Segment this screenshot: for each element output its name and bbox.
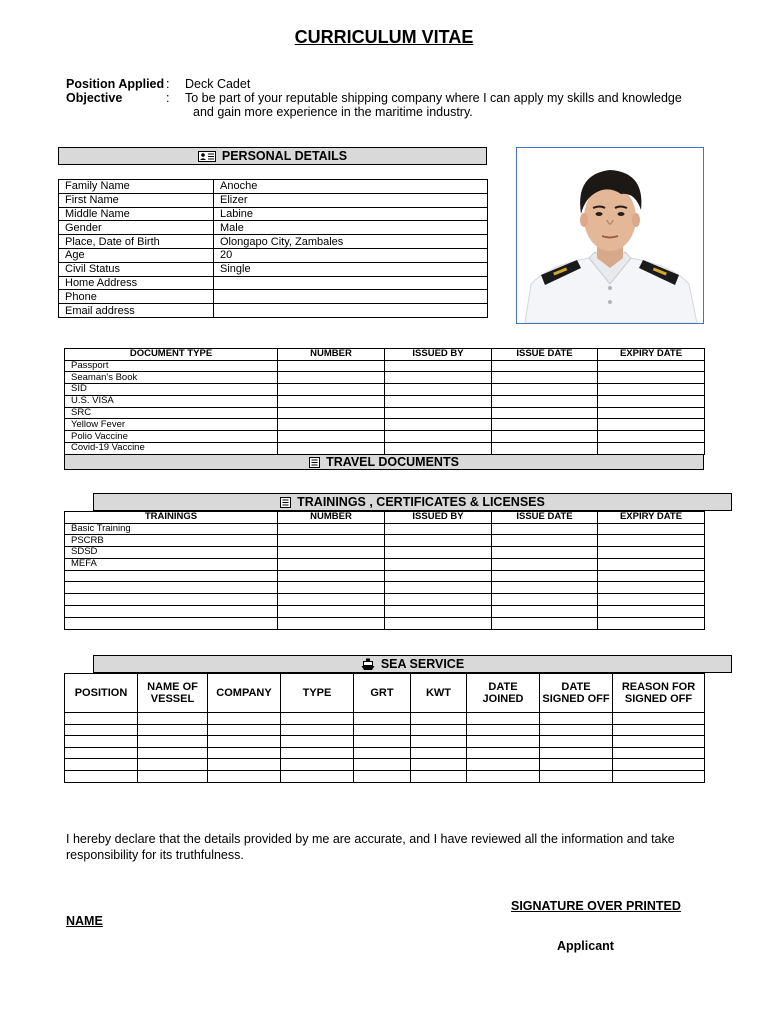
empty-cell [65,759,138,771]
personal-detail-row [59,221,488,235]
empty-cell [492,419,598,431]
personal-detail-value: Male [214,221,488,235]
empty-cell [385,395,492,407]
column-header: DOCUMENT TYPE [65,349,278,361]
column-header: EXPIRY DATE [598,349,705,361]
sea-service-table [64,673,705,783]
empty-cell [354,724,411,736]
row-label: Seaman's Book [65,372,278,384]
empty-cell [598,617,705,629]
empty-cell [598,582,705,594]
empty-cell [411,747,467,759]
row-label: Covid-19 Vaccine [65,443,278,455]
empty-cell [613,736,705,748]
personal-detail-label: Family Name [59,180,214,194]
table-row [65,606,705,618]
empty-cell [208,736,281,748]
objective-label: Objective [66,91,123,105]
empty-cell [598,606,705,618]
empty-cell [278,547,385,559]
table-row [65,724,705,736]
empty-cell [467,736,540,748]
table-row [65,535,705,547]
column-header: TRAININGS [65,512,278,524]
row-label: Passport [65,360,278,372]
empty-cell [492,547,598,559]
personal-detail-value: Single [214,262,488,276]
personal-details-table [58,179,488,318]
empty-cell [385,617,492,629]
empty-cell [278,523,385,535]
empty-cell [354,736,411,748]
table-row [65,594,705,606]
empty-cell [540,759,613,771]
personal-detail-value [214,276,488,290]
empty-cell [540,770,613,782]
personal-details-heading [58,147,487,165]
empty-cell [385,419,492,431]
empty-cell [492,395,598,407]
empty-cell [138,770,208,782]
empty-cell [354,759,411,771]
personal-details-heading-text: PERSONAL DETAILS [221,149,348,163]
personal-detail-label: Middle Name [59,207,214,221]
applicant-photo [516,147,704,324]
trainings-heading [93,493,732,511]
personal-detail-value: 20 [214,248,488,262]
empty-cell [278,617,385,629]
empty-cell [278,594,385,606]
objective-line-1: To be part of your reputable shipping company where I can apply my skills and knowledge [185,91,682,105]
applicant-label: Applicant [557,939,614,953]
column-header: NUMBER [278,349,385,361]
empty-cell [385,407,492,419]
row-label [65,570,278,582]
empty-cell [492,372,598,384]
personal-detail-value [214,304,488,318]
empty-cell [278,384,385,396]
table-row [65,384,705,396]
sea-service-heading-text: SEA SERVICE [380,657,465,671]
sea-service-heading [93,655,732,673]
document-title: CURRICULUM VITAE [294,27,474,47]
row-label [65,617,278,629]
personal-detail-row [59,207,488,221]
personal-detail-label: Phone [59,290,214,304]
ship-icon [361,658,375,671]
table-row [65,443,705,455]
sea-service-column-header: KWT [411,674,467,713]
empty-cell [492,594,598,606]
empty-cell [598,443,705,455]
empty-cell [492,617,598,629]
empty-cell [598,384,705,396]
objective-colon: : [166,91,170,105]
document-icon [280,497,291,508]
row-label: SDSD [65,547,278,559]
signature-name-label: NAME [66,914,103,928]
personal-detail-value: Elizer [214,193,488,207]
empty-cell [598,570,705,582]
row-label: SID [65,384,278,396]
personal-detail-row [59,276,488,290]
empty-cell [411,736,467,748]
empty-cell [598,419,705,431]
personal-detail-value: Labine [214,207,488,221]
table-row [65,582,705,594]
empty-cell [354,747,411,759]
empty-cell [385,606,492,618]
empty-cell [598,372,705,384]
empty-cell [385,547,492,559]
sea-service-column-header: TYPE [281,674,354,713]
table-row [65,770,705,782]
empty-cell [467,747,540,759]
empty-cell [281,713,354,725]
empty-cell [598,547,705,559]
empty-cell [208,770,281,782]
empty-cell [65,736,138,748]
empty-cell [208,747,281,759]
empty-cell [540,724,613,736]
personal-detail-row [59,180,488,194]
empty-cell [278,535,385,547]
empty-cell [411,713,467,725]
personal-detail-label: Age [59,248,214,262]
empty-cell [138,736,208,748]
empty-cell [492,523,598,535]
empty-cell [492,407,598,419]
empty-cell [138,759,208,771]
objective-line-2: and gain more experience in the maritime industry. [193,105,473,119]
empty-cell [65,713,138,725]
sea-service-column-header: DATE SIGNED OFF [540,674,613,713]
empty-cell [385,431,492,443]
empty-cell [278,570,385,582]
empty-cell [492,443,598,455]
empty-cell [467,770,540,782]
empty-cell [278,360,385,372]
empty-cell [492,384,598,396]
empty-cell [385,523,492,535]
empty-cell [598,395,705,407]
empty-cell [281,759,354,771]
empty-cell [208,713,281,725]
position-value: Deck Cadet [185,77,251,91]
table-row [65,431,705,443]
sea-service-column-header: GRT [354,674,411,713]
personal-detail-row [59,290,488,304]
table-row [65,372,705,384]
table-row [65,419,705,431]
empty-cell [65,747,138,759]
empty-cell [598,431,705,443]
personal-detail-value: Anoche [214,180,488,194]
empty-cell [138,713,208,725]
empty-cell [411,724,467,736]
empty-cell [598,523,705,535]
table-row [65,407,705,419]
row-label: SRC [65,407,278,419]
table-row [65,759,705,771]
travel-documents-table [64,348,705,455]
empty-cell [540,713,613,725]
table-row [65,360,705,372]
personal-detail-row [59,262,488,276]
table-row [65,617,705,629]
empty-cell [138,747,208,759]
empty-cell [540,747,613,759]
empty-cell [411,770,467,782]
empty-cell [385,443,492,455]
personal-detail-row [59,248,488,262]
sea-service-column-header: DATE JOINED [467,674,540,713]
empty-cell [598,407,705,419]
table-row [65,558,705,570]
empty-cell [385,535,492,547]
personal-detail-row [59,235,488,249]
id-card-icon [198,151,216,162]
empty-cell [385,360,492,372]
column-header: ISSUE DATE [492,349,598,361]
row-label [65,594,278,606]
empty-cell [492,606,598,618]
empty-cell [492,558,598,570]
column-header: ISSUE DATE [492,512,598,524]
personal-detail-value: Olongapo City, Zambales [214,235,488,249]
empty-cell [598,594,705,606]
table-row [65,395,705,407]
empty-cell [278,431,385,443]
document-icon [309,457,320,468]
sea-service-column-header: REASON FOR SIGNED OFF [613,674,705,713]
empty-cell [613,770,705,782]
personal-detail-row [59,304,488,318]
empty-cell [281,736,354,748]
empty-cell [281,724,354,736]
empty-cell [278,372,385,384]
sea-service-column-header: NAME OF VESSEL [138,674,208,713]
empty-cell [467,713,540,725]
table-row [65,547,705,559]
empty-cell [281,770,354,782]
declaration-line-1: I hereby declare that the details provided by me are accurate, and I have reviewed all the information and take [66,832,675,846]
empty-cell [492,431,598,443]
row-label: U.S. VISA [65,395,278,407]
empty-cell [492,360,598,372]
empty-cell [613,713,705,725]
personal-detail-value [214,290,488,304]
empty-cell [278,395,385,407]
empty-cell [354,770,411,782]
empty-cell [467,724,540,736]
personal-detail-label: First Name [59,193,214,207]
empty-cell [354,713,411,725]
empty-cell [385,558,492,570]
empty-cell [598,558,705,570]
row-label [65,582,278,594]
column-header: ISSUED BY [385,512,492,524]
empty-cell [278,606,385,618]
table-row [65,570,705,582]
row-label: Polio Vaccine [65,431,278,443]
empty-cell [278,558,385,570]
column-header: NUMBER [278,512,385,524]
row-label: Yellow Fever [65,419,278,431]
sea-service-column-header: COMPANY [208,674,281,713]
declaration-line-2: responsibility for its truthfulness. [66,848,244,862]
position-label: Position Applied [66,77,165,91]
personal-detail-row [59,193,488,207]
empty-cell [208,724,281,736]
table-row [65,713,705,725]
table-row [65,747,705,759]
empty-cell [467,759,540,771]
column-header: EXPIRY DATE [598,512,705,524]
empty-cell [208,759,281,771]
empty-cell [65,770,138,782]
row-label: PSCRB [65,535,278,547]
empty-cell [385,570,492,582]
table-row [65,523,705,535]
empty-cell [278,443,385,455]
empty-cell [613,724,705,736]
row-label: Basic Training [65,523,278,535]
trainings-table [64,511,705,630]
empty-cell [598,535,705,547]
empty-cell [492,535,598,547]
empty-cell [613,747,705,759]
empty-cell [278,419,385,431]
empty-cell [492,582,598,594]
personal-detail-label: Home Address [59,276,214,290]
empty-cell [540,736,613,748]
personal-detail-label: Gender [59,221,214,235]
empty-cell [385,384,492,396]
travel-documents-heading [64,454,704,470]
empty-cell [598,360,705,372]
signature-label: SIGNATURE OVER PRINTED [511,899,681,913]
empty-cell [65,724,138,736]
personal-detail-label: Email address [59,304,214,318]
empty-cell [281,747,354,759]
empty-cell [385,582,492,594]
row-label [65,606,278,618]
row-label: MEFA [65,558,278,570]
sea-service-column-header: POSITION [65,674,138,713]
empty-cell [278,582,385,594]
empty-cell [613,759,705,771]
empty-cell [492,570,598,582]
empty-cell [278,407,385,419]
personal-detail-label: Place, Date of Birth [59,235,214,249]
position-colon: : [166,77,170,91]
travel-documents-heading-text: TRAVEL DOCUMENTS [326,455,459,469]
empty-cell [385,594,492,606]
trainings-heading-text: TRAININGS , CERTIFICATES & LICENSES [297,495,545,509]
personal-detail-label: Civil Status [59,262,214,276]
table-row [65,736,705,748]
column-header: ISSUED BY [385,349,492,361]
empty-cell [411,759,467,771]
empty-cell [385,372,492,384]
empty-cell [138,724,208,736]
